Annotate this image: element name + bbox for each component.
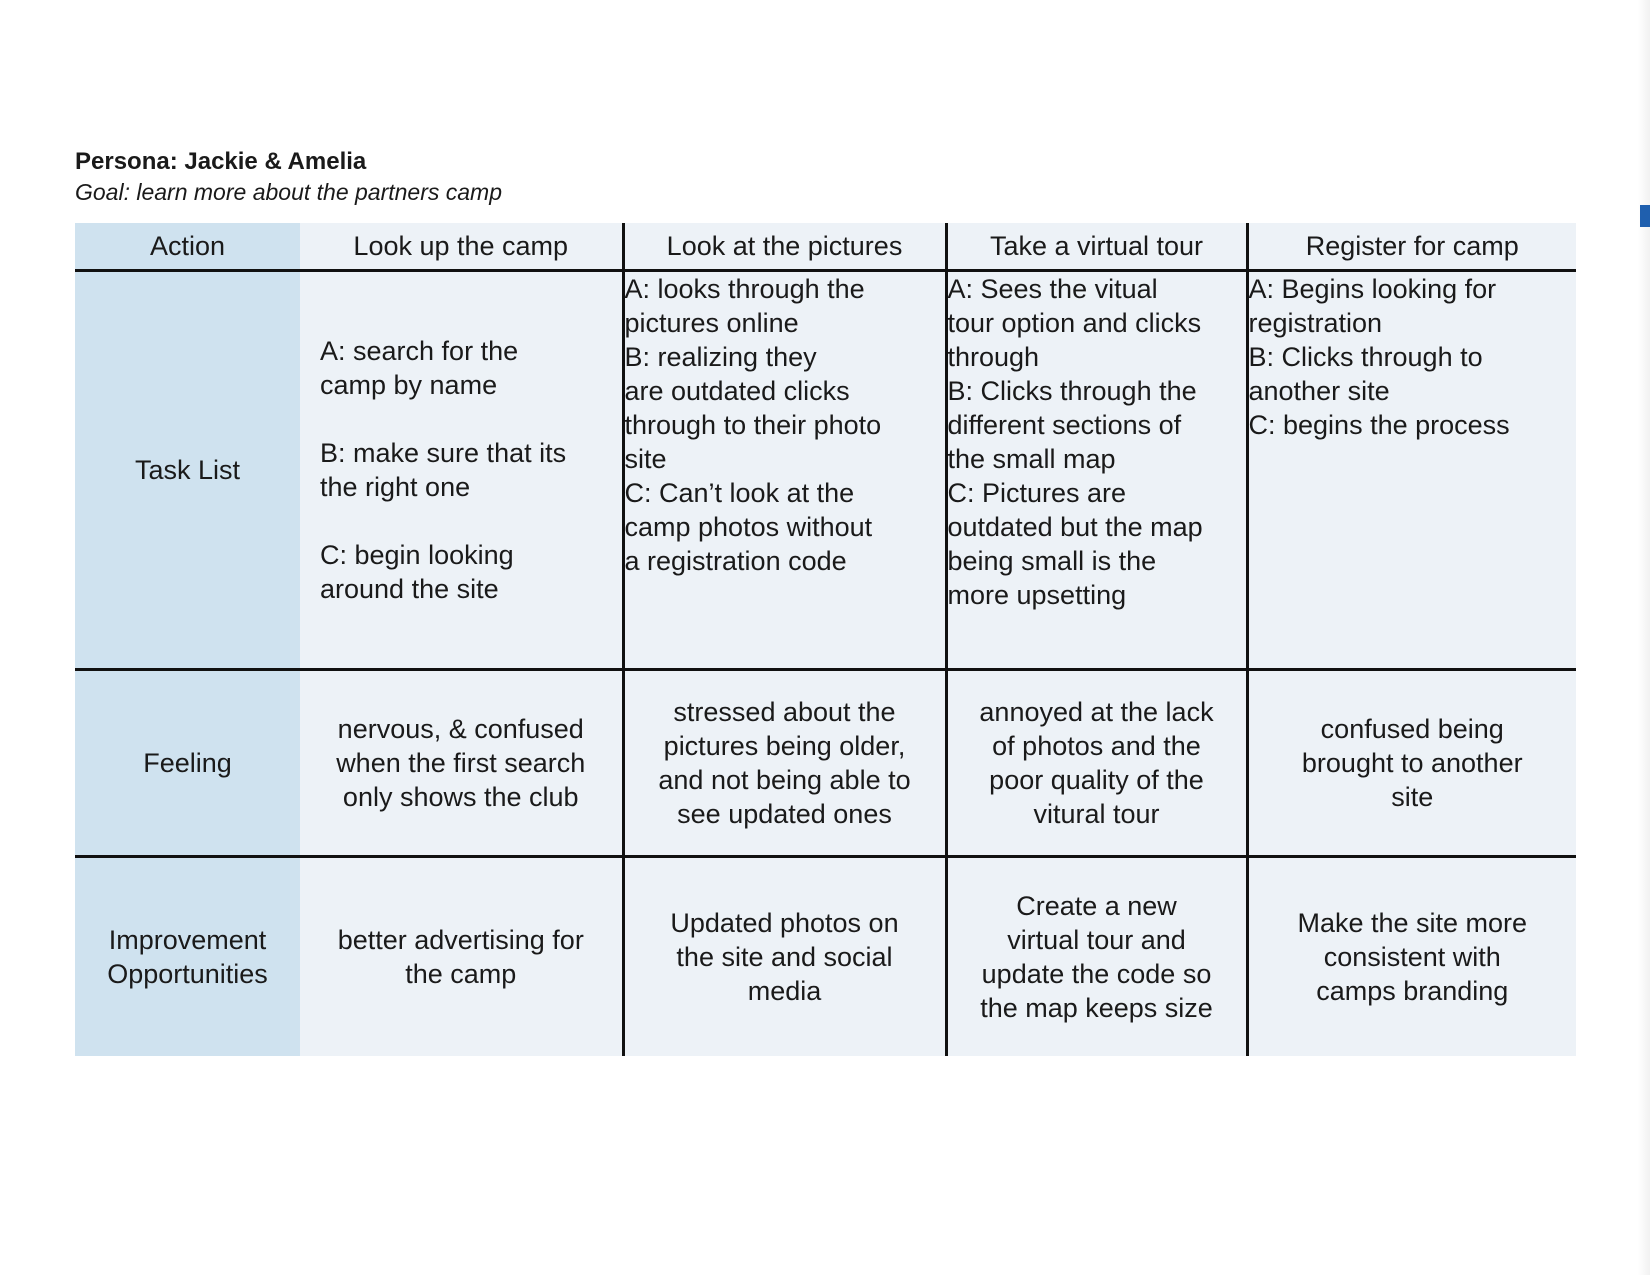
cell-line: C: Can’t look at the xyxy=(624,478,855,508)
task-cell xyxy=(300,271,623,670)
improvement-cell xyxy=(1247,857,1576,1057)
task-cell xyxy=(623,271,946,670)
header-action-1: Look up the camp xyxy=(300,223,623,271)
feeling-cell xyxy=(300,670,623,857)
header-action-4: Register for camp xyxy=(1247,223,1576,271)
journey-map-table xyxy=(75,223,1576,1056)
task-list-row xyxy=(75,271,1576,670)
cell-line: outdated but the map xyxy=(947,512,1203,542)
cell-line: another site xyxy=(1248,376,1390,406)
header-row xyxy=(75,223,1576,271)
cell-line: are outdated clicks xyxy=(624,376,850,406)
cell-line: the right one xyxy=(320,472,471,502)
goal-subtitle: Goal: learn more about the partners camp xyxy=(75,179,503,205)
cell-line: when the first search xyxy=(336,748,586,778)
cell-line: camps branding xyxy=(1316,976,1509,1006)
line-gap xyxy=(320,504,608,538)
cell-line: tour option and clicks xyxy=(947,308,1202,338)
cell-line: a registration code xyxy=(624,546,847,576)
cell-line: B: Clicks through to xyxy=(1248,342,1483,372)
row-label-line: Opportunities xyxy=(107,959,268,989)
cell-line: Create a new xyxy=(1016,891,1177,921)
cell-line: update the code so xyxy=(981,959,1212,989)
cell-line: B: make sure that its xyxy=(320,438,567,468)
row-label-feeling: Feeling xyxy=(75,670,300,857)
cell-line: and not being able to xyxy=(658,765,911,795)
cell-line: consistent with xyxy=(1323,942,1501,972)
edge-marker xyxy=(1640,205,1650,227)
cell-line: annoyed at the lack xyxy=(979,697,1214,727)
cell-line: site xyxy=(1391,782,1434,812)
improvement-cell xyxy=(946,857,1247,1057)
header-action-label: Action xyxy=(75,223,300,271)
improvement-cell xyxy=(623,857,946,1057)
feeling-row xyxy=(75,670,1576,857)
cell-line: pictures online xyxy=(624,308,799,338)
task-cell xyxy=(946,271,1247,670)
cell-line: C: Pictures are xyxy=(947,478,1127,508)
persona-title: Persona: Jackie & Amelia xyxy=(75,148,367,175)
row-label-line: Improvement xyxy=(108,925,267,955)
cell-line: A: search for the xyxy=(320,336,519,366)
cell-line: the small map xyxy=(947,444,1116,474)
cell-line: the site and social xyxy=(676,942,893,972)
header-action-2: Look at the pictures xyxy=(623,223,946,271)
cell-line: vitural tour xyxy=(1033,799,1160,829)
cell-line: the map keeps size xyxy=(980,993,1213,1023)
cell-line: better advertising for xyxy=(337,925,584,955)
cell-line: around the site xyxy=(320,574,499,604)
improvement-row xyxy=(75,857,1576,1057)
row-label-task-list: Task List xyxy=(75,271,300,670)
cell-line: brought to another xyxy=(1301,748,1523,778)
cell-line: C: begins the process xyxy=(1248,410,1510,440)
cell-line: confused being xyxy=(1320,714,1504,744)
cell-line: virtual tour and xyxy=(1007,925,1186,955)
row-label-improvement xyxy=(75,857,300,1057)
improvement-cell xyxy=(300,857,623,1057)
cell-line: only shows the club xyxy=(342,782,579,812)
cell-line: A: Begins looking for xyxy=(1248,274,1497,304)
task-cell xyxy=(1247,271,1576,670)
cell-line: through xyxy=(947,342,1040,372)
cell-line: of photos and the xyxy=(992,731,1201,761)
cell-line: camp by name xyxy=(320,370,498,400)
cell-line: A: looks through the xyxy=(624,274,865,304)
cell-line: C: begin looking xyxy=(320,540,514,570)
cell-line: poor quality of the xyxy=(989,765,1204,795)
cell-line: Updated photos on xyxy=(670,908,899,938)
feeling-cell xyxy=(623,670,946,857)
cell-line: A: Sees the vitual xyxy=(947,274,1158,304)
feeling-cell xyxy=(946,670,1247,857)
cell-line: through to their photo xyxy=(624,410,882,440)
cell-line: see updated ones xyxy=(677,799,892,829)
cell-line: stressed about the xyxy=(673,697,896,727)
cell-line: nervous, & confused xyxy=(337,714,584,744)
document-heading xyxy=(75,147,502,207)
cell-line: B: Clicks through the xyxy=(947,376,1197,406)
page-edge xyxy=(1638,0,1650,1275)
cell-line: camp photos without xyxy=(624,512,873,542)
cell-line: site xyxy=(624,444,667,474)
cell-line: more upsetting xyxy=(947,580,1127,610)
cell-line: Make the site more xyxy=(1297,908,1528,938)
header-action-3: Take a virtual tour xyxy=(946,223,1247,271)
cell-line: B: realizing they xyxy=(624,342,817,372)
cell-line: being small is the xyxy=(947,546,1157,576)
line-gap xyxy=(320,402,608,436)
cell-line: pictures being older, xyxy=(663,731,906,761)
feeling-cell xyxy=(1247,670,1576,857)
cell-line: the camp xyxy=(405,959,517,989)
cell-line: media xyxy=(747,976,822,1006)
cell-line: different sections of xyxy=(947,410,1182,440)
cell-line: registration xyxy=(1248,308,1383,338)
